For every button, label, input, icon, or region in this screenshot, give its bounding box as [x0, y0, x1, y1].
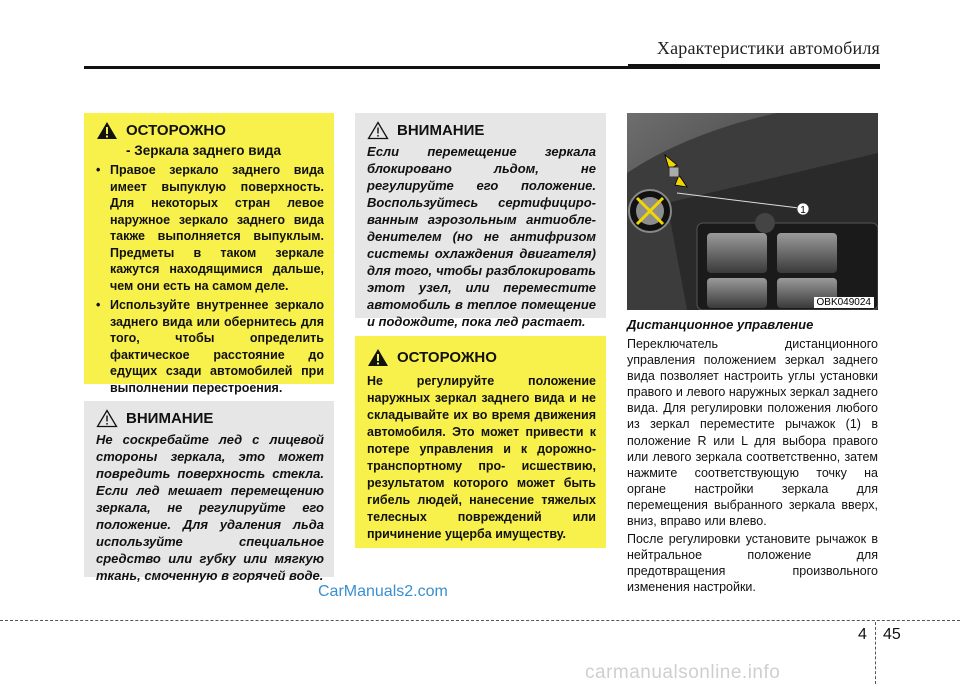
caution-box-title-row [367, 121, 596, 140]
header-rule-accent [628, 64, 880, 69]
body-paragraph-1: Переключатель дистанционного управления положением зеркал заднего вида позволяет настроить углы установки правого и левого наружных зеркал заднего вида. Для регулировки положения любого из зеркал переместите рычажок (1) в положение R или L для выбора правого или левого зеркала соответственно, затем нажмите соответствующую точку на органе настройки зеркала для перемещения выбранного зеркала вверх, вниз, вправо или влево. [627, 337, 878, 529]
photo-code-label: OBK049024 [814, 297, 875, 308]
callout-number: 1 [800, 205, 806, 216]
caution-triangle-icon [96, 409, 118, 428]
warning-title: ОСТОРОЖНО [397, 349, 497, 366]
warning-box-while-driving [355, 336, 606, 548]
mirror-control-photo [627, 113, 878, 310]
warning-bullet: • Используйте внутреннее зеркало заднего вида или обернитесь для того, чтобы определить фактическое расстояние до едущих сзади автомобилей при выполнении перестроения. [96, 297, 324, 396]
warning-subtitle: - Зеркала заднего вида [126, 143, 281, 158]
caution-box-frozen-mirror [355, 113, 606, 329]
body-paragraph-2: После регулировки установите рычажок в нейтральное положение для предотвращения произвольного изменения настройки. [627, 532, 878, 595]
section-number: 4 [858, 626, 867, 643]
caution-text: Если перемещение зеркала блокировано льдом, не регулируйте его положение. Воспользуйтесь сертифициро- ванным аэрозольным антиобле- денителем (но не антифризом системы охлаждения двигателя) для того, чтобы разблокировать этот узел, или переместите автомобиль в теплое помещение и подождите, пока лед растает. [367, 144, 596, 329]
warning-triangle-icon [96, 121, 118, 140]
caution-title: ВНИМАНИЕ [397, 122, 485, 139]
warning-text: Не регулируйте положение наружных зеркал заднего вида и не складывайте их во время движения автомобиля. Это может привести к потере управления и к дорожно-транспортному про- исшествию, результатом которого может быть гибель людей, нанесение тяжелых телесных повреждений или причинение ущерба имуществу. [367, 374, 596, 541]
warning-bullet: • Правое зеркало заднего вида имеет выпуклую поверхность. Для некоторых стран левое наружное зеркало заднего вида также выполняется выпуклым. Предметы в таком зеркале кажутся находящимися дальше, чем они есть на самом деле. [96, 162, 324, 294]
caution-title: ВНИМАНИЕ [126, 410, 214, 427]
caution-triangle-icon [367, 121, 389, 140]
warning-title: ОСТОРОЖНО [126, 122, 226, 139]
warning-bullet-list [96, 162, 324, 396]
caution-box-title-row [96, 409, 324, 428]
watermark-link[interactable]: CarManuals2.com [318, 583, 448, 600]
page-number: 45 [883, 626, 901, 643]
footer-divider [0, 620, 960, 621]
warning-triangle-icon [367, 348, 389, 367]
door-panel-illustration [627, 113, 878, 310]
page-number-separator [875, 622, 876, 684]
caution-box-ice-scraping [84, 401, 334, 583]
warning-box-title-row [96, 121, 324, 140]
page-header-title: Характеристики автомобиля [656, 38, 880, 58]
warning-box-mirrors [84, 113, 334, 395]
warning-box-title-row [367, 348, 596, 367]
caution-text: Не соскребайте лед с лицевой стороны зеркала, это может повредить поверхность стекла. Если лед мешает перемещению зеркала, не регулируйте его положение. Для удаления льда используйте специальное средство или губку или мягкую ткань, смоченную в горячей воде. [96, 432, 324, 583]
section-caption: Дистанционное управление [627, 317, 814, 332]
bottom-watermark: carmanualsonline.info [585, 662, 781, 683]
